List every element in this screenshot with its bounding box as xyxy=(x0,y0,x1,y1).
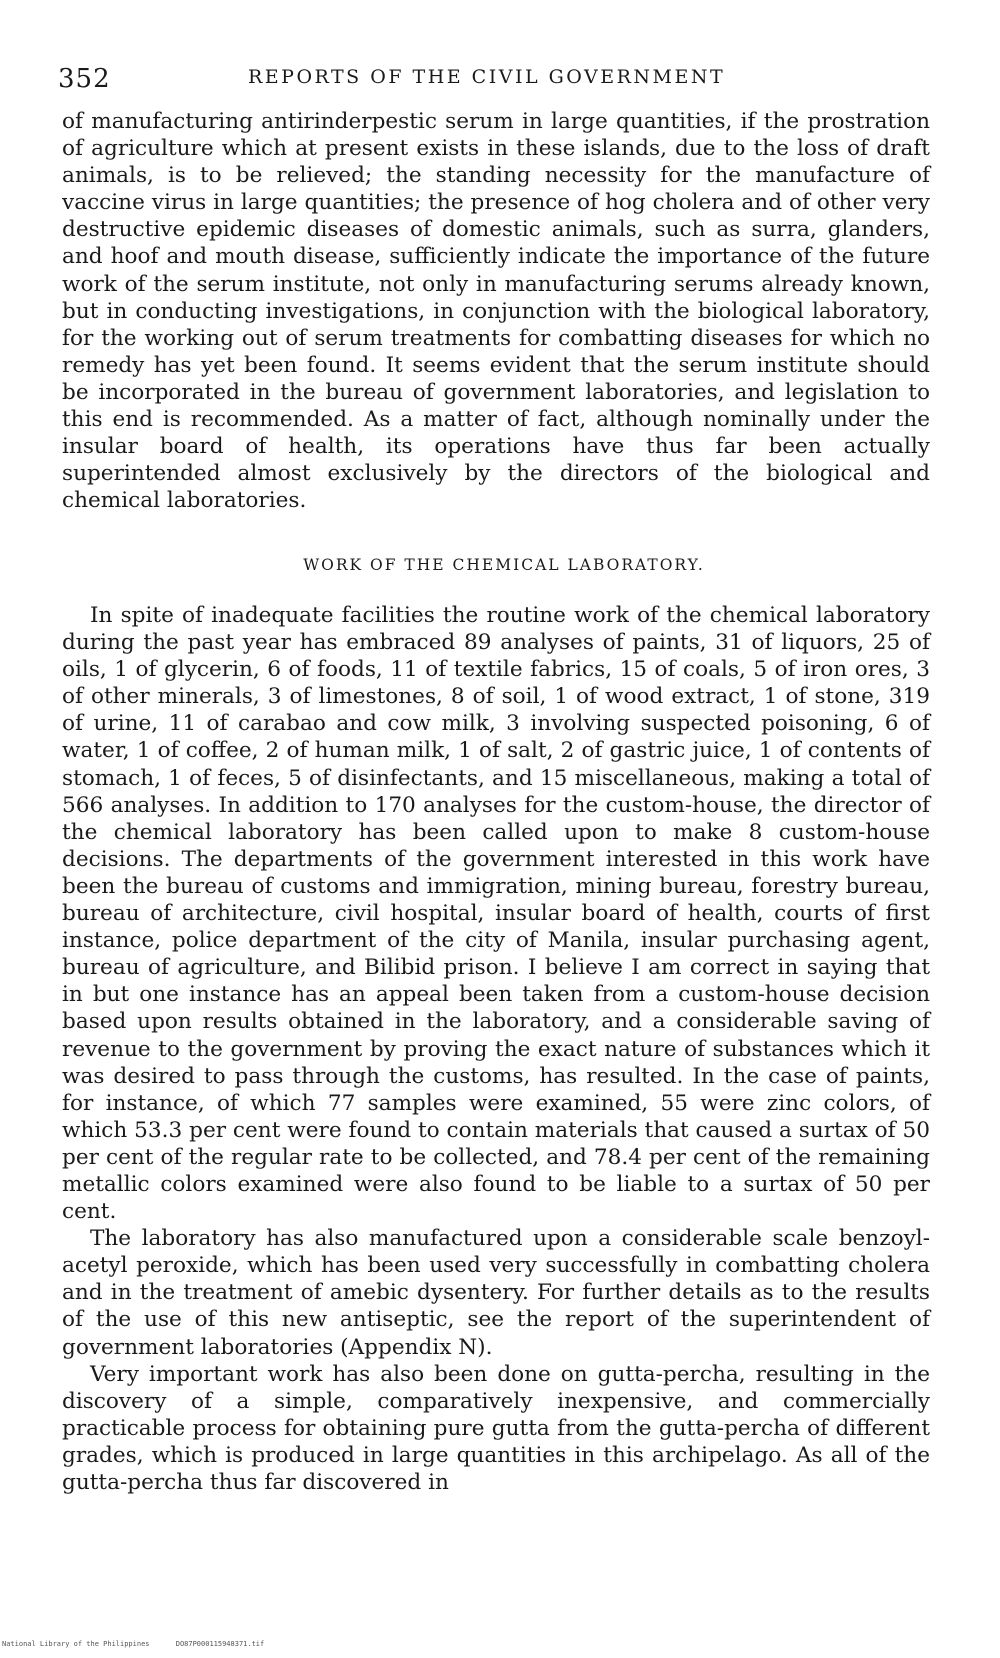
section-paragraph-2: The laboratory has also manufactured upon a considerable scale benzoyl-acetyl peroxide, which has been used very successfully in combatting cholera and in the treatment of amebic dysentery. For further details as to the results of the use of this new antiseptic, see the report of the superintendent of government laboratories (Appendix N). xyxy=(62,1226,930,1360)
page-number: 352 xyxy=(58,64,111,94)
section-heading-text: WORK OF THE CHEMICAL LABORATORY. xyxy=(303,556,705,574)
section-paragraph-1: In spite of inadequate facilities the routine work of the chemical laboratory during the past year has embraced 89 analyses of paints, 31 of liquors, 25 of oils, 1 of glycerin, 6 of foods, 11 of textile fabrics, 15 of coals, 5 of iron ores, 3 of other minerals, 3 of limestones, 8 of soil, 1 of wood extract, 1 of stone, 319 of urine, 11 of carabao and cow milk, 3 involving suspected poisoning, 6 of water, 1 of coffee, 2 of human milk, 1 of salt, 2 of gastric juice, 1 of contents of stomach, 1 of feces, 5 of disinfectants, and 15 miscellaneous, making a total of 566 analyses. In addition to 170 analyses for the custom-house, the director of the chemical laboratory has been called upon to make 8 custom-house decisions. The departments of the government interested in this work have been the bureau of customs and immigration, mining bureau, forestry bureau, bureau of architecture, civil hospital, insular board of health, courts of first instance, police department of the city of Manila, insular purchasing agent, bureau of agriculture, and Bilibid prison. I believe I am correct in saying that in but one instance has an appeal been taken from a custom-house decision based upon results obtained in the laboratory, and a considerable saving of revenue to the government by proving the exact nature of substances which it was desired to pass through the customs, has resulted. In the case of paints, for instance, of which 77 samples were examined, 55 were zinc colors, of which 53.3 per cent were found to contain materials that caused a surtax of 50 per cent of the regular rate to be collected, and 78.4 per cent of the remaining metallic colors examined were also found to be liable to a surtax of 50 per cent. xyxy=(62,603,930,1225)
continuation-paragraph xyxy=(62,108,930,514)
running-title: REPORTS OF THE CIVIL GOVERNMENT xyxy=(248,66,726,88)
paragraph-text: of manufacturing antirinderpestic serum in large quantities, if the prostration of agriculture which at present exists in these islands, due to the loss of draft animals, is to be relieved; the standing necessity for the manufacture of vaccine virus in large quantities; the presence of hog cholera and of other very destructive epidemic diseases of domestic animals, such as surra, glanders, and hoof and mouth disease, sufficiently indicate the importance of the future work of the serum institute, not only in manufacturing serums already known, but in conducting investigations, in conjunction with the biological laboratory, for the working out of serum treatments for combatting diseases for which no remedy has yet been found. It seems evident that the serum institute should be incorporated in the bureau of government laboratories, and legislation to this end is recommended. As a matter of fact, although nominally under the insular board of health, its operations have thus far been actually superintended almost exclusively by the directors of the biological and chemical laboratories. xyxy=(62,109,930,514)
footer-library: National Library of the Philippines xyxy=(2,1640,150,1648)
section-paragraph-3: Very important work has also been done on gutta-percha, resulting in the discovery of a simple, comparatively inexpensive, and commercially practicable process for obtaining pure gutta from the gutta-percha of different grades, which is produced in large quantities in this archipelago. As all of the gutta-percha thus far discovered in xyxy=(62,1361,930,1495)
section-body xyxy=(62,602,930,1496)
scan-footer xyxy=(2,1640,264,1648)
running-head xyxy=(58,58,938,98)
section-heading xyxy=(0,556,1000,574)
footer-file: DO87P000115948371.tif xyxy=(175,1640,265,1648)
